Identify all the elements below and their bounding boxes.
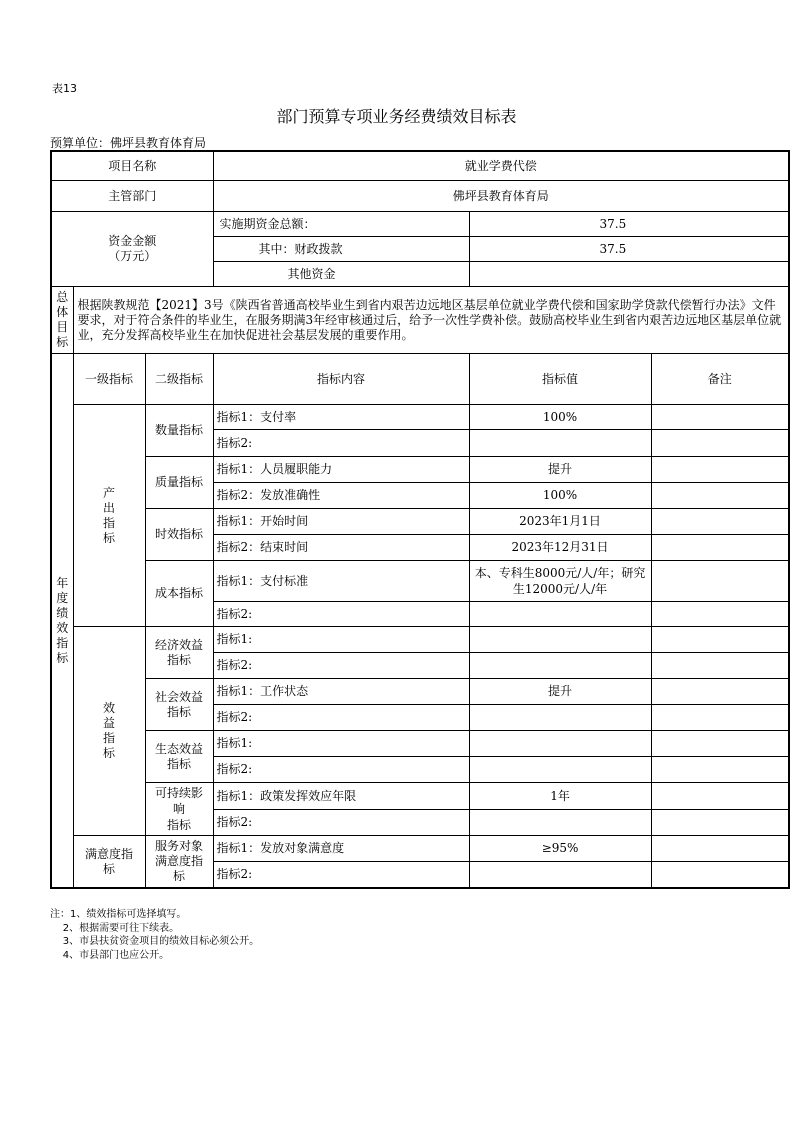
ecological-benefit-indicator: 生态效益 指标 xyxy=(145,731,213,783)
indicator-remark xyxy=(651,836,789,862)
indicator-value xyxy=(469,627,651,653)
indicator-content: 指标1：开始时间 xyxy=(213,509,469,535)
indicator-value xyxy=(469,705,651,731)
indicator-content: 指标1：发放对象满意度 xyxy=(213,836,469,862)
satisfaction-indicator-label: 满意度指 标 xyxy=(73,836,145,889)
indicator-remark xyxy=(651,561,789,602)
footnote: 2、根据需要可往下续表。 xyxy=(50,922,180,934)
indicator-remark xyxy=(651,731,789,757)
indicator-content: 指标1: xyxy=(213,731,469,757)
indicator-value xyxy=(469,731,651,757)
indicator-content: 指标1：支付标准 xyxy=(213,561,469,602)
service-satisfaction-indicator: 服务对象 满意度指 标 xyxy=(145,836,213,889)
indicator-remark xyxy=(651,535,789,561)
indicator-value: 100% xyxy=(469,483,651,509)
fund-label-line1: 资金金额 xyxy=(108,234,157,248)
indicator-value xyxy=(469,757,651,783)
dept-label: 主管部门 xyxy=(51,181,213,212)
fund-other-label: 其他资金 xyxy=(213,262,469,287)
indicator-remark xyxy=(651,509,789,535)
indicator-remark xyxy=(651,602,789,627)
footnote: 3、市县扶贫资金项目的绩效目标必须公开。 xyxy=(50,936,260,947)
overall-goal-text: 根据陕教规范【2021】3号《陕西省普通高校毕业生到省内艰苦边远地区基层单位就业学费代偿和国家助学贷款代偿暂行办法》文件要求，对于符合条件的毕业生，在服务期满3年经审核通过后，给予一次性学费补偿。鼓励高校毕业生到省内艰苦边远地区基层单位就业，充分发挥高校毕业生在加快促进社会基层发展的重要作用。 xyxy=(73,287,789,354)
indicator-value: 2023年1月1日 xyxy=(469,509,651,535)
indicator-value: 本、专科生8000元/人/年；研究生12000元/人/年 xyxy=(469,561,651,602)
header-level1: 一级指标 xyxy=(73,354,145,405)
indicator-content: 指标2: xyxy=(213,430,469,457)
indicator-value: 100% xyxy=(469,405,651,430)
indicator-content: 指标2: xyxy=(213,757,469,783)
fund-fiscal-value: 37.5 xyxy=(469,237,789,262)
indicator-value xyxy=(469,653,651,679)
indicator-remark xyxy=(651,679,789,705)
quantity-indicator: 数量指标 xyxy=(145,405,213,457)
fund-other-value xyxy=(469,262,789,287)
indicator-content: 指标2: xyxy=(213,705,469,731)
indicator-remark xyxy=(651,405,789,430)
footnotes xyxy=(50,908,259,962)
indicator-value xyxy=(469,862,651,889)
indicator-remark xyxy=(651,653,789,679)
indicator-value xyxy=(469,430,651,457)
footnote: 4、市县部门也应公开。 xyxy=(50,949,170,961)
performance-target-table xyxy=(50,150,790,889)
footnote: 注：1、绩效指标可选择填写。 xyxy=(50,909,187,920)
fund-label xyxy=(51,212,213,287)
indicator-remark xyxy=(651,757,789,783)
indicator-value: 1年 xyxy=(469,783,651,810)
header-remark: 备注 xyxy=(651,354,789,405)
document-title: 部门预算专项业务经费绩效目标表 xyxy=(276,107,517,126)
benefit-indicator-label: 效 益 指 标 xyxy=(73,627,145,836)
cost-indicator: 成本指标 xyxy=(145,561,213,627)
indicator-value xyxy=(469,602,651,627)
indicator-remark xyxy=(651,483,789,509)
indicator-remark xyxy=(651,627,789,653)
indicator-value: 提升 xyxy=(469,679,651,705)
fund-label-line2: （万元） xyxy=(108,249,157,263)
header-content: 指标内容 xyxy=(213,354,469,405)
indicator-content: 指标2：结束时间 xyxy=(213,535,469,561)
indicator-remark xyxy=(651,430,789,457)
indicator-content: 指标2: xyxy=(213,862,469,889)
quality-indicator: 质量指标 xyxy=(145,457,213,509)
fund-total-value: 37.5 xyxy=(469,212,789,237)
overall-goal-label: 总 体 目 标 xyxy=(51,287,73,354)
indicator-content: 指标1: xyxy=(213,627,469,653)
indicator-content: 指标1：工作状态 xyxy=(213,679,469,705)
indicator-value: ≥95% xyxy=(469,836,651,862)
indicator-content: 指标1：人员履职能力 xyxy=(213,457,469,483)
indicator-content: 指标1：政策发挥效应年限 xyxy=(213,783,469,810)
indicator-value: 提升 xyxy=(469,457,651,483)
sustainable-impact-indicator: 可持续影 响 指标 xyxy=(145,783,213,836)
indicator-remark xyxy=(651,457,789,483)
indicator-content: 指标2: xyxy=(213,602,469,627)
output-indicator-label: 产 出 指 标 xyxy=(73,405,145,627)
annual-indicator-label: 年 度 绩 效 指 标 xyxy=(51,354,73,889)
header-level2: 二级指标 xyxy=(145,354,213,405)
project-name-value: 就业学费代偿 xyxy=(213,151,789,181)
indicator-content: 指标1：支付率 xyxy=(213,405,469,430)
indicator-content: 指标2: xyxy=(213,653,469,679)
indicator-value xyxy=(469,810,651,836)
social-benefit-indicator: 社会效益 指标 xyxy=(145,679,213,731)
fund-total-label: 实施期资金总额： xyxy=(213,212,469,237)
project-name-label: 项目名称 xyxy=(51,151,213,181)
indicator-value: 2023年12月31日 xyxy=(469,535,651,561)
header-value: 指标值 xyxy=(469,354,651,405)
budget-unit: 预算单位：佛坪县教育体育局 xyxy=(50,136,207,150)
indicator-content: 指标2: xyxy=(213,810,469,836)
timeliness-indicator: 时效指标 xyxy=(145,509,213,561)
indicator-content: 指标2：发放准确性 xyxy=(213,483,469,509)
table-number: 表13 xyxy=(52,82,77,95)
indicator-remark xyxy=(651,810,789,836)
indicator-remark xyxy=(651,705,789,731)
indicator-remark xyxy=(651,783,789,810)
indicator-remark xyxy=(651,862,789,889)
dept-value: 佛坪县教育体育局 xyxy=(213,181,789,212)
fund-fiscal-label: 其中：财政拨款 xyxy=(213,237,469,262)
economic-benefit-indicator: 经济效益 指标 xyxy=(145,627,213,679)
